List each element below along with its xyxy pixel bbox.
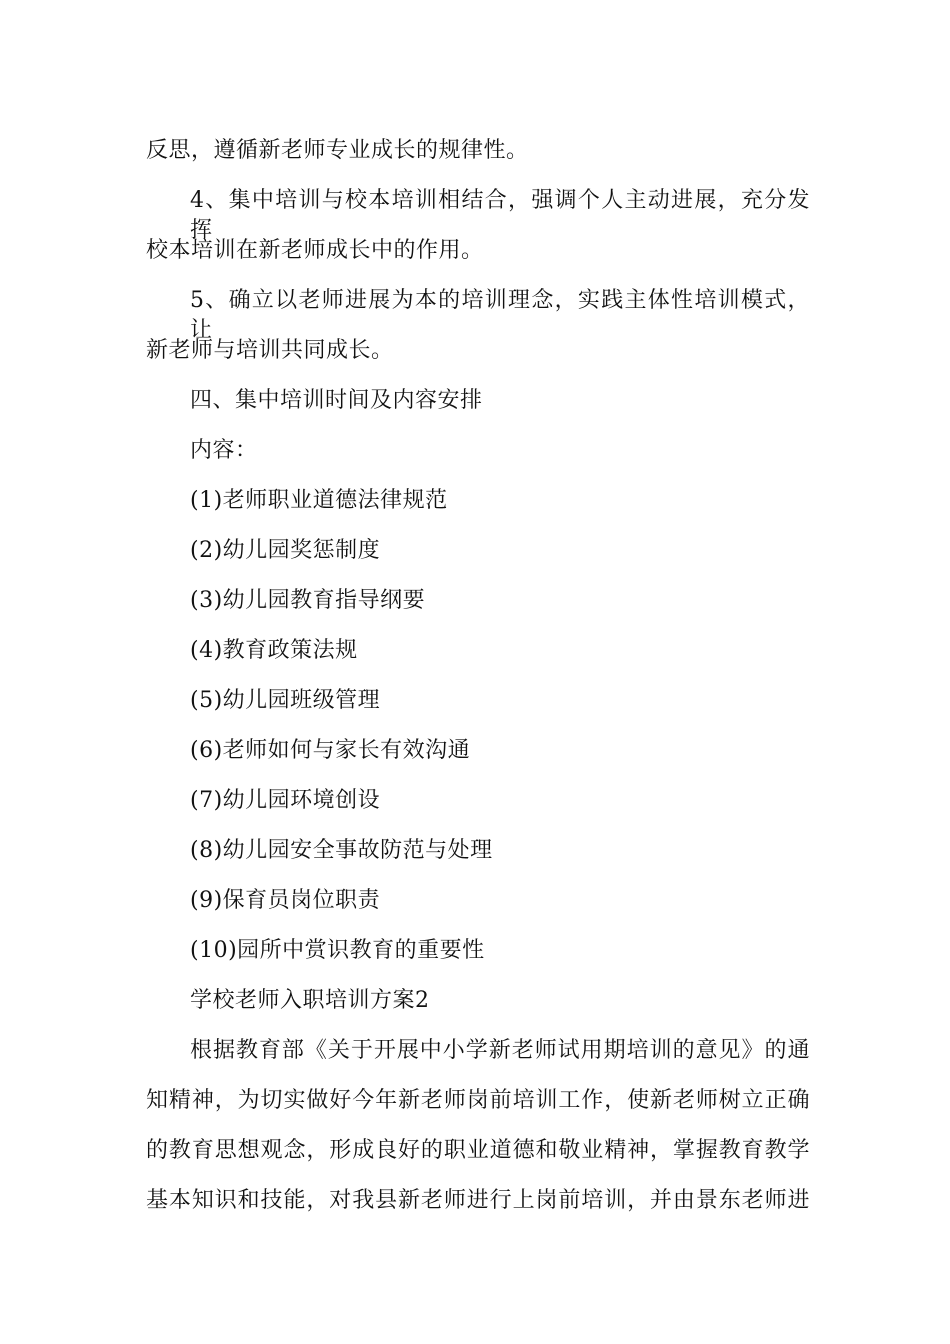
- text-line: 知精神，为切实做好今年新老师岗前培训工作，使新老师树立正确: [146, 1088, 810, 1113]
- list-item: (1)老师职业道德法律规范: [190, 488, 448, 513]
- text-line: 内容：: [190, 438, 258, 463]
- list-item: (8)幼儿园安全事故防范与处理: [190, 838, 493, 863]
- section-title: 学校老师入职培训方案2: [190, 988, 430, 1013]
- text-line: 新老师与培训共同成长。: [146, 338, 394, 363]
- list-item: (3)幼儿园教育指导纲要: [190, 588, 426, 613]
- list-item: (6)老师如何与家长有效沟通: [190, 738, 471, 763]
- list-item: (10)园所中赏识教育的重要性: [190, 938, 485, 963]
- text-line: 4、集中培训与校本培训相结合，强调个人主动进展，充分发挥: [190, 188, 810, 243]
- section-heading: 四、集中培训时间及内容安排: [190, 388, 483, 413]
- list-item: (9)保育员岗位职责: [190, 888, 381, 913]
- list-item: (5)幼儿园班级管理: [190, 688, 381, 713]
- text-line: 基本知识和技能，对我县新老师进行上岗前培训，并由景东老师进: [146, 1188, 810, 1213]
- text-line: 反思，遵循新老师专业成长的规律性。: [146, 138, 529, 163]
- text-line: 根据教育部《关于开展中小学新老师试用期培训的意见》的通: [190, 1038, 810, 1063]
- text-line: 校本培训在新老师成长中的作用。: [146, 238, 484, 263]
- list-item: (2)幼儿园奖惩制度: [190, 538, 381, 563]
- list-item: (4)教育政策法规: [190, 638, 358, 663]
- text-line: 5、确立以老师进展为本的培训理念，实践主体性培训模式，让: [190, 288, 810, 343]
- text-line: 的教育思想观念，形成良好的职业道德和敬业精神，掌握教育教学: [146, 1138, 810, 1163]
- list-item: (7)幼儿园环境创设: [190, 788, 381, 813]
